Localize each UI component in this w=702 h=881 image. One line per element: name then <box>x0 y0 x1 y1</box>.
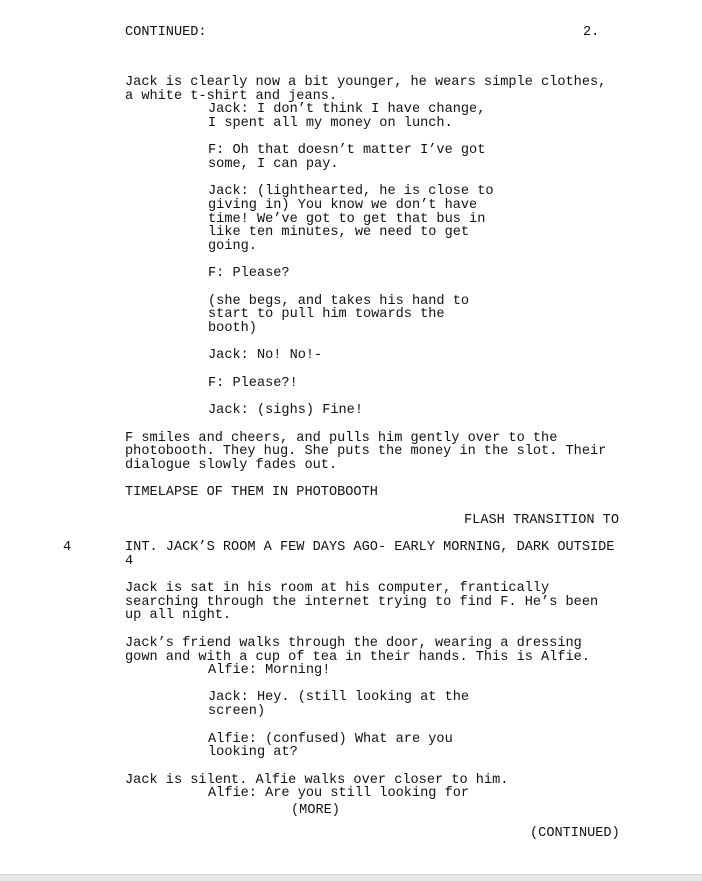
action-line: a white t-shirt and jeans. <box>125 89 338 104</box>
dialogue-line: Jack: I don’t think I have change, <box>208 102 486 117</box>
action-line: searching through the internet trying to find F. He’s been <box>125 595 599 610</box>
dialogue-line: F: Please?! <box>208 376 298 391</box>
dialogue-line: F: Oh that doesn’t matter I’ve got <box>208 143 486 158</box>
dialogue-line: time! We’ve got to get that bus in <box>208 212 486 227</box>
dialogue-line: giving in) You know we don’t have <box>208 198 478 213</box>
dialogue-line: Jack: Hey. (still looking at the <box>208 690 470 705</box>
dialogue-line: F: Please? <box>208 266 290 281</box>
dialogue-line: Alfie: Are you still looking for <box>208 786 470 801</box>
dialogue-line: going. <box>208 239 257 254</box>
action-line: up all night. <box>125 608 232 623</box>
dialogue-line: I spent all my money on lunch. <box>208 116 453 131</box>
timelapse-line: TIMELAPSE OF THEM IN PHOTOBOOTH <box>125 485 378 500</box>
dialogue-line: Alfie: Morning! <box>208 663 331 678</box>
action-line: Jack is clearly now a bit younger, he wears simple clothes, <box>125 75 607 90</box>
scene-number-right: 4 <box>125 554 134 569</box>
action-line: dialogue slowly fades out. <box>125 458 338 473</box>
action-line: photobooth. They hug. She puts the money in the slot. Their <box>125 444 607 459</box>
transition: FLASH TRANSITION TO <box>464 513 619 528</box>
dialogue-line: (she begs, and takes his hand to <box>208 294 470 309</box>
dialogue-line: Jack: (sighs) Fine! <box>208 403 363 418</box>
dialogue-line: Jack: No! No!- <box>208 348 323 363</box>
page-number: 2. <box>583 25 600 40</box>
action-line: F smiles and cheers, and pulls him gently over to the <box>125 431 558 446</box>
continued-footer: (CONTINUED) <box>530 826 620 841</box>
dialogue-line: booth) <box>208 321 257 336</box>
scene-heading: INT. JACK’S ROOM A FEW DAYS AGO- EARLY MORNING, DARK OUTSIDE <box>125 540 615 555</box>
action-line: Jack is sat in his room at his computer, frantically <box>125 581 550 596</box>
dialogue-line: screen) <box>208 704 266 719</box>
continued-header: CONTINUED: <box>125 25 207 40</box>
more-indicator: (MORE) <box>291 803 340 818</box>
action-line: Jack is silent. Alfie walks over closer to him. <box>125 773 509 788</box>
scene-number-left: 4 <box>63 540 72 555</box>
dialogue-line: Alfie: (confused) What are you <box>208 732 453 747</box>
dialogue-line: start to pull him towards the <box>208 307 445 322</box>
action-line: gown and with a cup of tea in their hands. This is Alfie. <box>125 650 590 665</box>
action-line: Jack’s friend walks through the door, wearing a dressing <box>125 636 582 651</box>
dialogue-line: looking at? <box>208 745 298 760</box>
dialogue-line: Jack: (lighthearted, he is close to <box>208 184 494 199</box>
dialogue-line: like ten minutes, we need to get <box>208 225 470 240</box>
dialogue-line: some, I can pay. <box>208 157 339 172</box>
